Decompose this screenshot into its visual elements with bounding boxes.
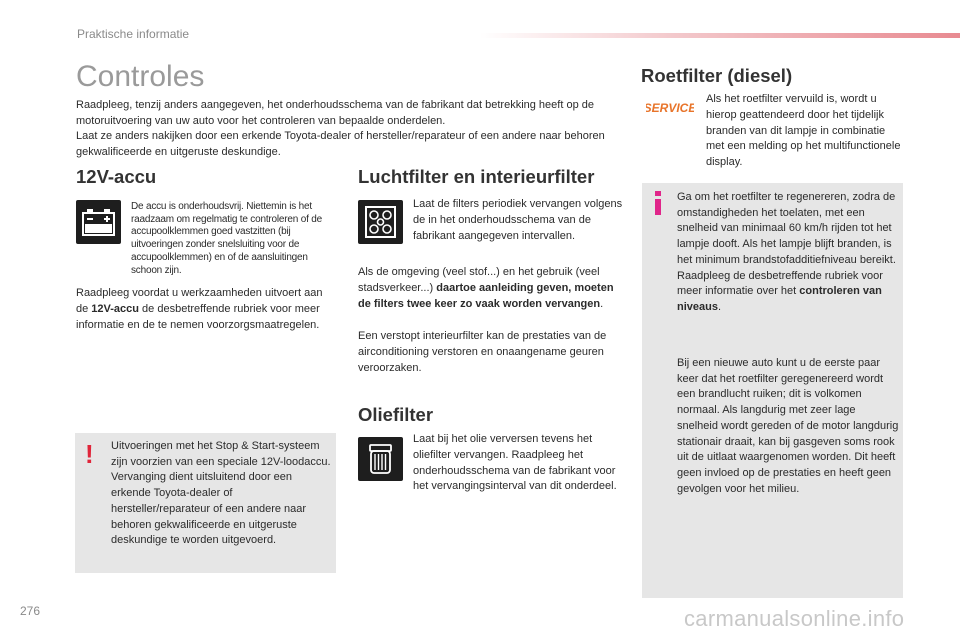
info-text-1 bbox=[677, 190, 899, 316]
accu-body-bold: 12V-accu bbox=[91, 302, 139, 315]
luchtfilter-text-3: Een verstopt interieurfilter kan de prestaties van de airconditioning verstoren en onaangename geuren veroorzaken. bbox=[358, 330, 607, 374]
luchtfilter-heading: Luchtfilter en interieurfilter bbox=[358, 166, 595, 187]
luchtfilter-text-1: Laat de filters periodiek vervangen volgens de in het onderhoudsschema van de fabrikant aangegeven intervallen. bbox=[413, 198, 623, 242]
header-gradient-bar bbox=[480, 33, 960, 38]
luchtfilter-text-2a: Als de omgeving (veel stof...) en het gebruik (veel stadsverkeer...) bbox=[358, 266, 600, 294]
oil-filter-icon bbox=[358, 437, 403, 481]
accu-body-b: de desbetreffende rubriek voor meer informatie en de te nemen voorzorgsmaatregelen. bbox=[76, 302, 320, 331]
luchtfilter-text-2b: . bbox=[600, 297, 604, 310]
info-icon bbox=[653, 191, 663, 215]
battery-icon bbox=[76, 200, 121, 244]
luchtfilter-text-2-bold: daartoe aanleiding geven, moeten de filters twee keer zo vaak worden vervangen bbox=[358, 281, 614, 310]
oliefilter-text: Laat bij het olie verversen tevens het oliefilter vervangen. Raadpleeg het onderhoudsschema van de fabrikant voor het vervangingsinterval van dit onderdeel. bbox=[413, 433, 617, 493]
info-text-1b: . bbox=[717, 300, 722, 313]
oliefilter-heading: Oliefilter bbox=[358, 404, 434, 425]
accu-heading: 12V-accu bbox=[76, 166, 157, 187]
warning-icon: ! bbox=[85, 439, 94, 469]
accu-body-text bbox=[76, 286, 331, 333]
watermark: carmanualsonline.info bbox=[684, 606, 905, 631]
info-text-2: Bij een nieuwe auto kunt u de eerste paar keer dat het roetfilter geregenereerd wordt een brandlucht ruiken; dit is volkomen normaal. Als langdurig met zeer lage snelheid wordt gereden of de motor langdurig stationair draait, kan bij gasgeven soms rook uit de uitlaat waargenomen worden. Dit heeft geen invloed op de prestaties en heeft geen gevolgen voor het milieu. bbox=[677, 357, 899, 495]
page-title: Controles bbox=[76, 60, 205, 93]
page-number: 276 bbox=[20, 604, 41, 618]
warning-text: Uitvoeringen met het Stop & Start-systeem zijn voorzien van een speciale 12V-loodaccu. Vervanging dient uitsluitend door een erkende Toyota-dealer of hersteller/reparateur of een andere naar behoren gekwalificeerde en uitgeruste deskundige te worden uitgevoerd. bbox=[111, 440, 331, 547]
service-icon bbox=[646, 97, 694, 117]
accu-small-text: De accu is onderhoudsvrij. Niettemin is het raadzaam om regelmatig te controleren of de accupoolklemmen goed vastzitten (bij uitvoeringen zonder snelsluiting voor de accupoolklemmen) en of de aansluitingen schoon zijn. bbox=[131, 201, 322, 276]
luchtfilter-text-2 bbox=[358, 265, 623, 312]
air-filter-icon bbox=[358, 200, 403, 244]
info-text-1a: Ga om het roetfilter te regenereren, zodra de omstandigheden het toelaten, met een snelheid van minimaal 60 km/h rijden tot het lampje dooft. Als het lampje blijft branden, is het minimum brandstofadditiefniveau bereikt. Raadpleeg de desbetreffende rubriek voor meer informatie over het bbox=[677, 191, 896, 298]
accu-body-a: Raadpleeg voordat u werkzaamheden uitvoert aan de bbox=[76, 287, 323, 315]
header-section-label: Praktische informatie bbox=[77, 27, 190, 41]
roetfilter-heading: Roetfilter (diesel) bbox=[641, 65, 793, 86]
intro-paragraph-1: Raadpleeg, tenzij anders aangegeven, het onderhoudsschema van de fabrikant dat betrekking heeft op de motoruitvoering van uw auto voor het controleren van bepaalde onderdelen. bbox=[76, 99, 594, 127]
intro-text bbox=[76, 98, 616, 160]
intro-paragraph-2: Laat ze anders nakijken door een erkende Toyota-dealer of hersteller/reparateur of een andere naar behoren gekwalificeerde en uitgeruste deskundige. bbox=[76, 130, 605, 158]
info-text-1-bold: controleren van niveaus bbox=[677, 285, 882, 313]
service-icon-label: SERVICE bbox=[646, 101, 694, 115]
roetfilter-text: Als het roetfilter vervuild is, wordt u hierop geattendeerd door het tijdelijk branden van dit lampje in combinatie met een melding op het multifunctionele display. bbox=[706, 93, 901, 169]
